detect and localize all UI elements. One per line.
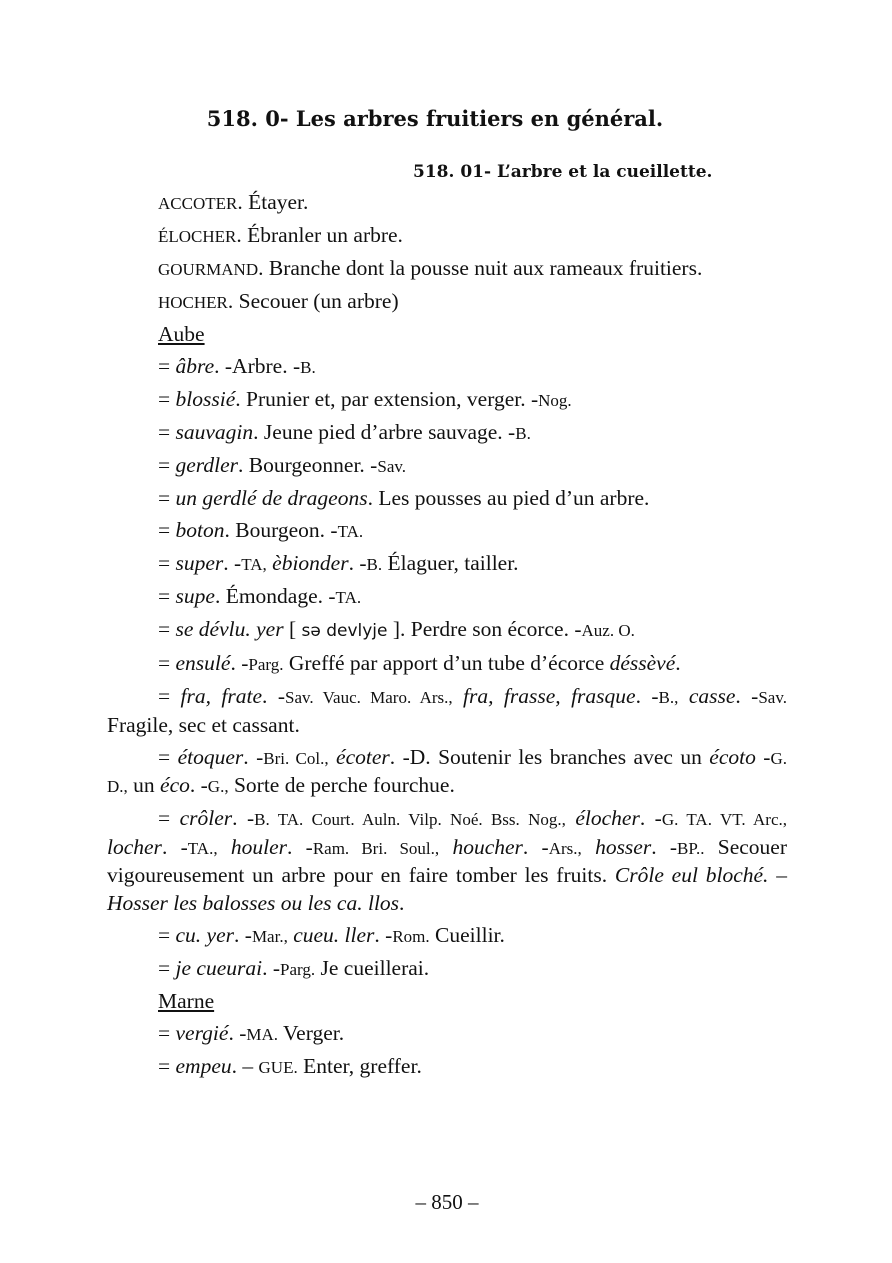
entry-text: Sorte de perche fourchue. <box>228 773 455 797</box>
headword: HOCHER <box>158 293 228 312</box>
entry-text: = <box>158 684 181 708</box>
entry-paragraph <box>107 744 787 801</box>
entry-text: = <box>158 354 176 378</box>
entry-text: . - <box>161 834 188 859</box>
entry-text: . - <box>189 773 208 797</box>
locality-abbrev: TA. <box>337 522 364 541</box>
locality-abbrev: B. <box>366 555 383 574</box>
entry-text: . - <box>228 1020 247 1045</box>
entry-text: = <box>158 806 180 830</box>
entry-text: . - <box>522 834 549 859</box>
dialect-term: cueu. ller <box>293 922 375 947</box>
entry-text: Fragile, sec et cassant. <box>107 712 300 737</box>
entry-text: = <box>158 617 176 641</box>
locality-abbrev: TA., <box>187 838 218 858</box>
entry-text: - <box>755 744 771 769</box>
entry-text <box>678 684 688 708</box>
entry-text: . <box>399 890 405 915</box>
entry-paragraph <box>107 583 787 612</box>
dialect-term: supe <box>175 584 215 608</box>
dialect-term: Crôle eul bloché. – Hosser les balosses ou les ca. llos <box>107 863 787 915</box>
entry-text: = <box>158 651 176 675</box>
dialect-term: boton <box>175 518 225 542</box>
locality-abbrev: Sav. <box>377 457 407 476</box>
entry-text <box>439 835 452 859</box>
entry-text: ]. Perdre son écorce. - <box>387 617 582 641</box>
entry-text: Secouer vigoureusement un arbre pour en faire tomber les fruits. <box>107 834 787 887</box>
entry-text: . Ébranler un arbre. <box>236 223 403 247</box>
entry-text: Verger. <box>278 1020 345 1045</box>
entry-text: = <box>158 584 176 608</box>
entry-text <box>453 684 463 708</box>
locality-abbrev: B., <box>658 688 679 707</box>
entry-text: Je cueillerai. <box>315 955 430 980</box>
headword: ÉLOCHER <box>158 227 237 246</box>
locality-abbrev: MA. <box>246 1024 279 1044</box>
dialect-term: déssèvé <box>609 651 676 675</box>
locality-abbrev: Sav. <box>758 688 787 707</box>
entry-paragraph <box>107 222 787 251</box>
entry-paragraph <box>107 189 787 218</box>
locality-abbrev: Mar., <box>251 926 288 946</box>
entry-text <box>566 806 575 830</box>
entry-text: . - <box>262 955 281 980</box>
entry-paragraph <box>107 419 787 448</box>
dialect-term: fra, frate <box>180 684 263 708</box>
section-title: 518. 0- Les arbres fruitiers en général. <box>206 106 664 131</box>
locality-abbrev: BP.. <box>677 838 705 858</box>
entry-text: . - <box>230 651 249 675</box>
entry-text: . - <box>635 684 659 708</box>
locality-abbrev: TA. <box>335 588 362 607</box>
locality-abbrev: Bri. Col., <box>263 748 329 768</box>
locality-abbrev: Ram. Bri. Soul., <box>312 838 440 858</box>
entry-text: . -Arbre. - <box>214 354 301 378</box>
locality-abbrev: G. TA. VT. Arc., <box>661 810 787 829</box>
dialect-term: étoquer <box>177 744 244 769</box>
entry-text: Élaguer, tailler. <box>382 551 519 575</box>
entry-text: . <box>675 651 681 675</box>
entry-paragraph <box>107 288 787 317</box>
entry-paragraph <box>107 485 787 513</box>
entry-text <box>329 745 336 769</box>
entry-text: = <box>158 518 176 542</box>
entry-paragraph <box>107 386 787 415</box>
entry-paragraph <box>107 650 787 679</box>
locality-abbrev: TA, <box>241 555 267 574</box>
entry-paragraph <box>107 1020 787 1049</box>
entry-text: . Bourgeon. - <box>224 518 338 542</box>
locality-abbrev: Rom. <box>392 926 430 946</box>
dialect-term: âbre <box>175 354 215 378</box>
dialect-term: èbionder <box>272 551 349 575</box>
entry-text: . - <box>287 834 313 859</box>
entry-paragraph <box>107 683 787 739</box>
locality-abbrev: Parg. <box>248 655 284 674</box>
entry-text: = <box>158 387 176 411</box>
entry-text: = <box>158 486 176 510</box>
headword: GOURMAND <box>158 260 259 279</box>
locality-abbrev: Auz. O. <box>581 621 635 640</box>
dialect-term: ensulé <box>175 651 231 675</box>
entry-text: [ <box>283 617 302 641</box>
entry-text: = <box>158 551 176 575</box>
locality-abbrev: G. D., <box>107 748 787 796</box>
locality-abbrev: B. <box>515 424 531 443</box>
entry-paragraph <box>107 452 787 481</box>
dialect-term: blossié <box>175 387 236 411</box>
dialect-term: crôler <box>179 806 233 830</box>
dialect-term: empeu <box>175 1053 232 1078</box>
entry-paragraph <box>107 805 787 917</box>
entry-paragraph <box>107 922 787 951</box>
entry-paragraph <box>107 517 787 546</box>
entry-text: . Jeune pied d’arbre sauvage. - <box>253 420 516 444</box>
entry-text: . Branche dont la pousse nuit aux rameaux fruitiers. <box>258 256 703 280</box>
entry-text: . - <box>223 551 242 575</box>
dialect-term: gerdler <box>175 453 239 477</box>
headword: ACCOTER <box>158 194 238 213</box>
dialect-term: casse <box>688 684 736 708</box>
entry-paragraph <box>107 616 787 646</box>
entry-text: . -D. Soutenir les branches avec un <box>389 744 710 769</box>
entry-text: . - <box>374 922 393 947</box>
entry-paragraph <box>107 1053 787 1082</box>
dialect-term: cu. yer <box>175 922 235 947</box>
dialect-term: se dévlu. yer <box>175 617 284 641</box>
dialect-term: houcher <box>452 834 523 859</box>
entry-paragraph <box>107 955 787 984</box>
dialect-term: hosser <box>595 834 652 859</box>
entry-text: = <box>158 1053 176 1078</box>
entry-text: . - <box>348 551 367 575</box>
locality-abbrev: Parg. <box>280 959 316 979</box>
locality-abbrev: B. TA. Court. Auln. Vilp. Noé. Bss. Nog., <box>254 810 566 829</box>
entry-text: . - <box>651 834 678 859</box>
entry-text: . - <box>234 922 252 947</box>
dialect-term: élocher <box>575 806 640 830</box>
entry-text: Enter, greffer. <box>297 1053 422 1078</box>
entry-text: = <box>158 955 176 980</box>
entry-text: . - <box>232 806 255 830</box>
locality-abbrev: GUE. <box>258 1057 298 1077</box>
entry-text: . Bourgeonner. - <box>238 453 378 477</box>
dialect-term: écoter <box>336 744 390 769</box>
entry-paragraph <box>107 255 787 284</box>
dialect-term: éco <box>160 773 190 797</box>
entry-text: . Secouer (un arbre) <box>227 289 399 313</box>
entry-text: . Les pousses au pied d’un arbre. <box>367 486 650 510</box>
entry-text: = <box>158 922 176 947</box>
entry-text: . - <box>639 806 662 830</box>
entry-text: . - <box>262 684 285 708</box>
dialect-term: un gerdlé de drageons <box>175 486 368 510</box>
region-heading: Marne <box>158 988 215 1013</box>
dialect-term: fra, frasse, frasque <box>463 684 636 708</box>
dialect-term: écoto <box>709 744 756 769</box>
entries-list <box>107 189 787 1086</box>
dialect-term: sauvagin <box>175 420 254 444</box>
entry-text: . Étayer. <box>237 190 309 214</box>
locality-abbrev: Nog. <box>538 391 572 410</box>
locality-abbrev: G., <box>207 777 229 796</box>
page-number: – 850 – <box>415 1190 479 1214</box>
locality-abbrev: Ars., <box>548 838 582 858</box>
entry-text: . - <box>243 744 264 769</box>
phonetic-transcription: sə devlyje <box>301 621 388 641</box>
subsection-title: 518. 01- L’arbre et la cueillette. <box>413 162 713 182</box>
dialect-term: je cueurai <box>175 955 263 980</box>
entry-text: = <box>158 1020 176 1045</box>
dialect-term: super <box>175 551 224 575</box>
dialect-term: locher <box>107 834 162 859</box>
entry-text: = <box>158 744 178 769</box>
entry-paragraph <box>107 550 787 579</box>
entry-text: = <box>158 453 176 477</box>
entry-text <box>218 835 231 859</box>
entry-text: un <box>127 773 161 797</box>
entry-paragraph <box>107 353 787 382</box>
locality-abbrev: B. <box>300 358 316 377</box>
locality-abbrev: Sav. Vauc. Maro. Ars., <box>285 688 453 707</box>
entry-paragraph <box>107 988 787 1016</box>
entry-text <box>582 835 595 859</box>
entry-text: Cueillir. <box>429 922 505 947</box>
entry-paragraph <box>107 321 787 349</box>
entry-text: . Prunier et, par extension, verger. - <box>235 387 539 411</box>
entry-text: . – <box>231 1053 259 1078</box>
dialect-term: houler <box>230 834 287 859</box>
entry-text: . - <box>735 684 759 708</box>
entry-text: Greffé par apport d’un tube d’écorce <box>283 651 610 675</box>
entry-text: = <box>158 420 176 444</box>
dialect-term: vergié <box>175 1020 229 1045</box>
region-heading: Aube <box>158 322 205 346</box>
entry-text: . Émondage. - <box>214 584 336 608</box>
